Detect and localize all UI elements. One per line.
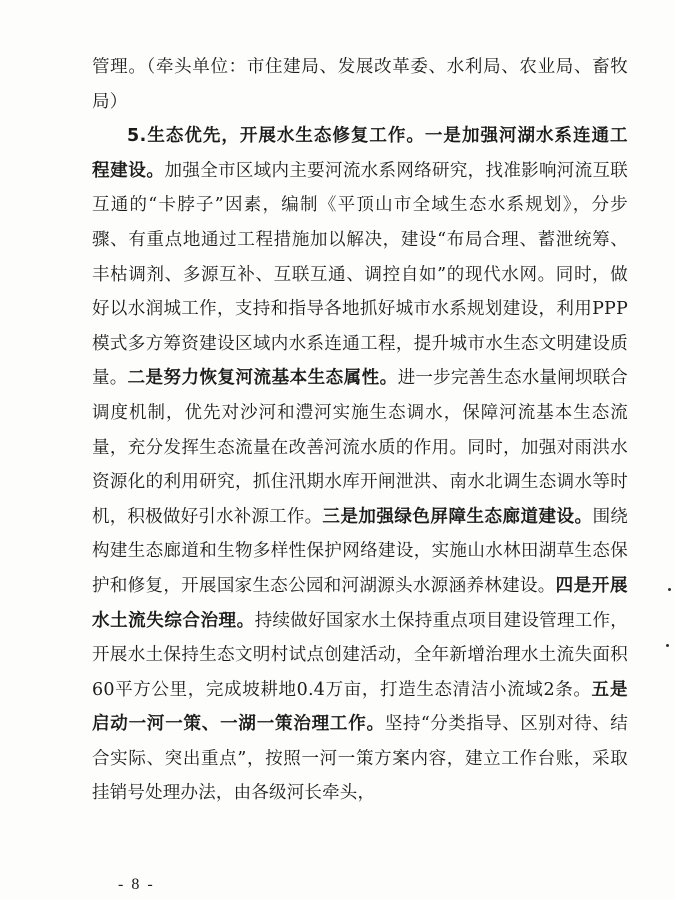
scan-speck: [668, 588, 671, 591]
text-soil-erosion: 持续做好国家水土保持重点项目建设管理工作，开展水土保持生态文明村试点创建活动，全年新增治理水土流失面积60平方公里，完成坡耕地0.4万亩，打造生态清洁小流域2条。: [92, 610, 629, 700]
heading-ecology-priority: 5.生态优先，开展水生态修复工作。一是加强河湖水系连通工程建设。: [92, 126, 628, 181]
scan-speck: [666, 644, 669, 647]
heading-one-river-one-policy: 五是启动一河一策、一湖一策治理工作。: [92, 679, 629, 735]
text-corridor: 围绕构建生态廊道和生物多样性保护网络建设，实施山水林田湖草生态保护和修复，开展国家生态公园和河湖源头水源涵养林建设。: [92, 506, 628, 596]
document-body: [92, 50, 628, 811]
page-number: - 8 -: [118, 876, 155, 893]
paragraph-ecology: [92, 119, 628, 811]
paragraph-continued: 管理。（牵头单位：市住建局、发展改革委、水利局、农业局、畜牧局）: [92, 57, 628, 112]
text-ecological-flow: 进一步完善生态水量闸坝联合调度机制，优先对沙河和澧河实施生态调水，保障河流基本生态流量，充分发挥生态流量在改善河流水质的作用。同时，加强对雨洪水资源化的利用研究，抓住汛期水库开闸泄洪、南水北调生态调水等时机，积极做好引水补源工作。: [92, 368, 628, 527]
text-water-network: 加强全市区域内主要河流水系网络研究，找准影响河流互联互通的“卡脖子”因素，编制《平顶山市全域生态水系规划》，分步骤、有重点地通过工程措施加以解决，建设“布局合理、蓄泄统筹、丰枯调剂、多源互补、互联互通、调控自如”的现代水网。同时，做好以水润城工作，支持和指导各地抓好城市水系规划建设，利用PPP模式多方筹资建设区域内水系连通工程，提升城市水生态文明建设质量。: [92, 160, 629, 389]
text-one-river-one-policy: 坚持“分类指导、区别对待、结合实际、突出重点”，按照一河一策方案内容，建立工作台账，采取挂销号处理办法，由各级河长牵头，: [92, 714, 628, 804]
heading-restore-river: 二是努力恢复河流基本生态属性。: [127, 368, 398, 389]
heading-green-corridor: 三是加强绿色屏障生态廊道建设。: [322, 506, 593, 527]
heading-soil-erosion: 四是开展水土流失综合治理。: [92, 575, 629, 631]
